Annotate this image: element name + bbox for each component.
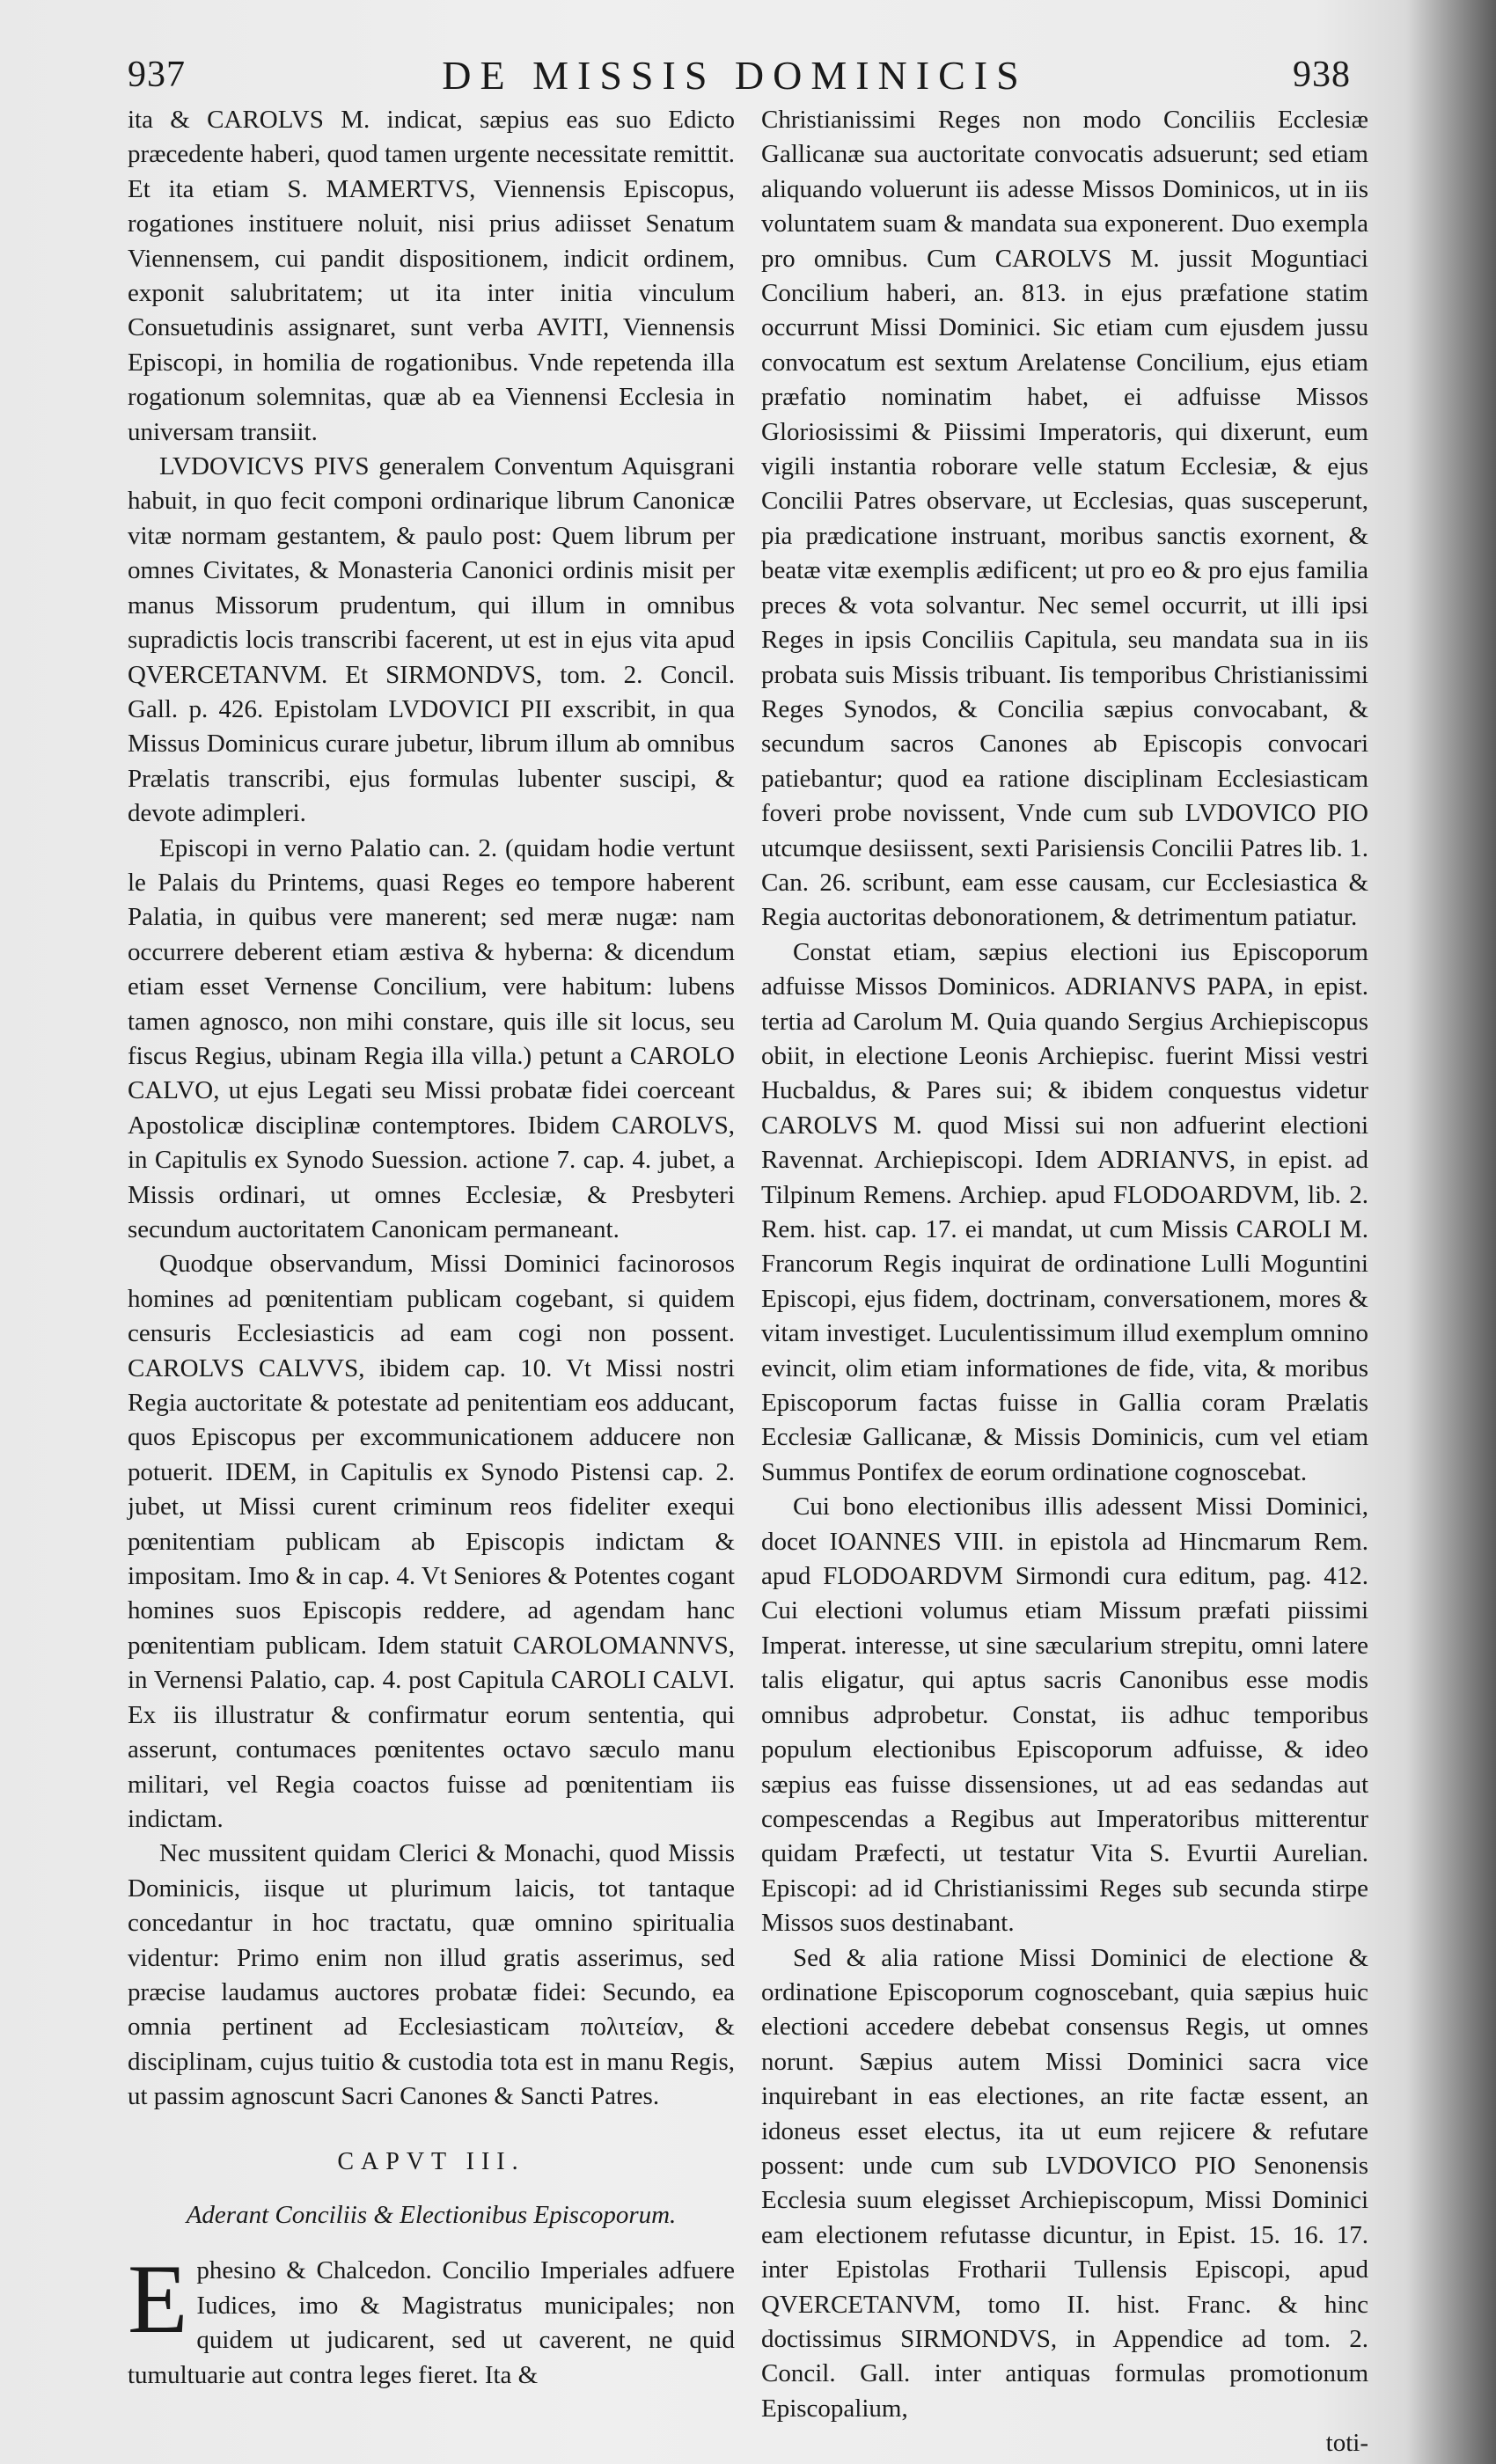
paragraph: Cui bono electionibus illis adessent Missi Dominici, docet IOANNES VIII. in epistola ad Hincmarum Rem. apud FLODOARDVM Sirmondi cura editum, pag. 412. Cui electioni volumus etiam Missum præfati piissimi Imperat. interesse, ut sine sæcularium strepitu, omni latere talis eligatur, qui aptus sacris Canonibus esse modis omnibus adprobetur. Constat, iis adhuc temporibus populum electionibus Episcoporum adfuisse, & ideo sæpius eas fuisse dissensiones, ut ad eas sedandas aut compescendas a Regibus aut Imperatoribus mitterentur quidam Præfecti, ut testatur Vita S. Evurtii Aurelian. Episcopi: ad id Christianissimi Reges sub secunda stirpe Missos suos destinabant.	[761, 1492, 1368, 1938]
paragraph-text: phesino & Chalcedon. Concilio Imperiales adfuere Iudices, imo & Magistratus municipales; non quidem ut judicarent, sed ut caverent, ne quid tumultuarie aut contra leges fieret. Ita &	[128, 2256, 735, 2389]
paragraph-with-drop-cap	[128, 2245, 735, 2393]
paragraph: Episcopi in verno Palatio can. 2. (quidam hodie vertunt le Palais du Printems, quasi Reges eo tempore haberent Palatia, in quibus vere manerent; sed meræ nugæ: nam occurrere deberent etiam æstiva & hyberna: & dicendum etiam esset Vernense Concilium, vere habitum: lubens tamen agnosco, non mihi constare, quis ille sit locus, seu fiscus Regius, ubinam Regia illa villa.) petunt a CAROLO CALVO, ut ejus Legati seu Missi probatæ fidei coerceant Apostolicæ disciplinæ contemptores. Ibidem CAROLVS, in Capitulis ex Synodo Suession. actione 7. cap. 4. jubet, a Missis ordinari, ut omnes Ecclesiæ, & Presbyteri secundum auctoritatem Canonicam permaneant.	[128, 833, 735, 1243]
page-number-left: 937	[128, 55, 186, 95]
paragraph: Sed & alia ratione Missi Dominici de electione & ordinatione Episcoporum cognoscebant, quia sæpius huic electioni accedere debebat consensus Regis, ut omnes norunt. Sæpius autem Missi Dominici sacra vice inquirebant in eas electiones, an rite factæ essent, an idoneus esset electus, ita ut eum rejicere & refutare possent: unde cum sub LVDOVICO PIO Senonensis Ecclesia suum elegisset Archiepiscopum, Missi Dominici eam electionem refutasse dicuntur, in Epist. 15. 16. 17. inter Epistolas Frotharii Tullensis Episcopi, apud QVERCETANVM, tomo II. hist. Franc. & hinc doctissimus SIRMONDVS, in Appendice ad tom. 2. Concil. Gall. inter antiquas formulas promotionum Episcopalium,	[761, 1943, 1368, 2423]
paragraph: Nec mussitent quidam Clerici & Monachi, quod Missis Dominicis, iisque ut plurimum laicis, tot tantaque concedantur in hoc tractatu, quæ omnino spiritualia videntur: Primo enim non illud gratis asserimus, sed præcise laudamus auctores probatæ fidei: Secundo, ea omnia pertinent ad Ecclesiasticam πολιτείαν, & disciplinam, cujus tuitio & custodia tota est in manu Regis, ut passim agnoscunt Sacri Canones & Sancti Patres.	[128, 1839, 735, 2111]
book-page	[101, 48, 1368, 2458]
running-title: DE MISSIS DOMINICIS	[442, 53, 1028, 98]
paragraph: LVDOVICVS PIVS generalem Conventum Aquisgrani habuit, in quo fecit componi ordinarique librum Canonicæ vitæ normam gestantem, & paulo post: Quem librum per omnes Civitates, & Monasteria Canonici ordinis misit per manus Missorum prudentum, qui illum in omnibus supradictis locis transcribi facerent, ut est in ejus vita apud QVERCETANVM. Et SIRMONDVS, tom. 2. Concil. Gall. p. 426. Epistolam LVDOVICI PII exscribit, in qua Missus Dominicus curare jubetur, librum illum ab omnibus Prælatis transcribi, ejus formulas lubenter suscipi, & devote adimpleri.	[128, 452, 735, 828]
drop-cap: E	[128, 2245, 188, 2355]
paragraph: Quodque observandum, Missi Dominici facinorosos homines ad pœnitentiam publicam cogebant, si quidem censuris Ecclesiasticis ad eam cogi non possent. CAROLVS CALVVS, ibidem cap. 10. Vt Missi nostri Regia auctoritate & potestate ad penitentiam eos adducant, quos Episcopus per excommunicationem adducere non potuerit. IDEM, in Capitulis ex Synodo Pistensi cap. 2. jubet, ut Missi curent criminum reos fideliter exequi pœnitentiam publicam ab Episcopis indictam & impositam. Imo & in cap. 4. Vt Seniores & Potentes cogant homines suos Episcopis reddere, ad agendam hanc pœnitentiam publicam. Idem statuit CAROLOMANNVS, in Vernensi Palatio, cap. 4. post Capitula CAROLI CALVI. Ex iis illustratur & confirmatur eorum sententia, qui asserunt, contumaces pœnitentes octavo sæculo manu militari, vel Regia coactos fuisse ad pœnitentiam iis indictam.	[128, 1250, 735, 1833]
chapter-title: CAPVT III.	[337, 2147, 525, 2175]
left-column	[128, 103, 735, 2393]
catchword: toti-	[1325, 2429, 1368, 2458]
page-number-right: 938	[1293, 55, 1351, 95]
running-header	[101, 48, 1368, 110]
paragraph: Constat etiam, sæpius electioni ius Episcoporum adfuisse Missos Dominicos. ADRIANVS PAPA, in epist. tertia ad Carolum M. Quia quando Sergius Archiepiscopus obiit, in electione Leonis Archiepisc. fuerint Missi vestri Hucbaldus, & Pares sui; & ibidem conquestus videtur CAROLVS M. quod Missi sui non adfuerint electioni Ravennat. Archiepiscopi. Idem ADRIANVS, in epist. ad Tilpinum Remens. Archiep. apud FLODOARDVM, lib. 2. Rem. hist. cap. 17. ei mandat, ut cum Missis CAROLI M. Francorum Regis inquirat de ordinatione Lulli Moguntini Episcopi, ejus fidem, doctrinam, conversationem, mores & vitam investiget. Luculentissimum illud exemplum omnino evincit, olim etiam informationes de fide, vita, & moribus Episcoporum factas fuisse in Gallia coram Prælatis Ecclesiæ Gallicanæ, & Missis Dominicis, cum vel etiam Summus Pontifex de eorum ordinatione cognoscebat.	[761, 937, 1368, 1486]
right-column	[761, 103, 1368, 2461]
chapter-subtitle: Aderant Conciliis & Electionibus Episcoporum.	[186, 2200, 677, 2229]
paragraph: Christianissimi Reges non modo Conciliis Ecclesiæ Gallicanæ sua auctoritate convocatis adsuerunt; sed etiam aliquando voluerunt iis adesse Missos Dominicos, ut in iis voluntatem suam & mandata sua exponerent. Duo exempla pro omnibus. Cum CAROLVS M. jussit Moguntiaci Concilium haberi, an. 813. in ejus præfatione statim occurrunt Missi Dominici. Sic etiam cum ejusdem jussu convocatum est sextum Arelatense Concilium, ejus etiam præfatio nominatim habet, ei adfuisse Missos Gloriosissimi & Piissimi Imperatoris, qui dixerunt, eum vigili instantia roborare velle statum Ecclesiæ, & ejus Concilii Patres observare, ut Ecclesias, quas susceperunt, pia prædicatione instruant, moribus sanctis exornent, & beatæ vitæ exemplis ædificent; ut pro eo & pro ejus familia preces & vota solvantur. Nec semel occurrit, ut illi ipsi Reges in ipsis Conciliis Capitula, seu mandata sua in iis probata suis Missis tribuant. Iis temporibus Christianissimi Reges Synodos, & Concilia sæpius convocabant, & secundum sacros Canones ab Episcopis convocari patiebantur; quod ea ratione disciplinam Ecclesiasticam foveri probe novissent, Vnde cum sub LVDOVICO PIO utcumque desiissent, sexti Parisiensis Concilii Patres lib. 1. Can. 26. scribunt, eam esse causam, cur Ecclesiastica & Regia auctoritas debonorationem, & detrimentum patiatur.	[761, 106, 1368, 932]
paragraph: ita & CAROLVS M. indicat, sæpius eas suo Edicto præcedente haberi, quod tamen urgente necessitate remittit. Et ita etiam S. MAMERTVS, Viennensis Episcopus, rogationes instituere noluit, nisi prius adiisset Senatum Viennensem, cui pandit dispositionem, indicit ordinem, exponit salubritatem; ut ita inter initia vinculum Consuetudinis assignaret, sunt verba AVITI, Viennensis Episcopi, in homilia de rogationibus. Vnde repetenda illa rogationum solemnitas, quæ ab ea Viennensi Ecclesia in universam transiit.	[128, 106, 735, 446]
